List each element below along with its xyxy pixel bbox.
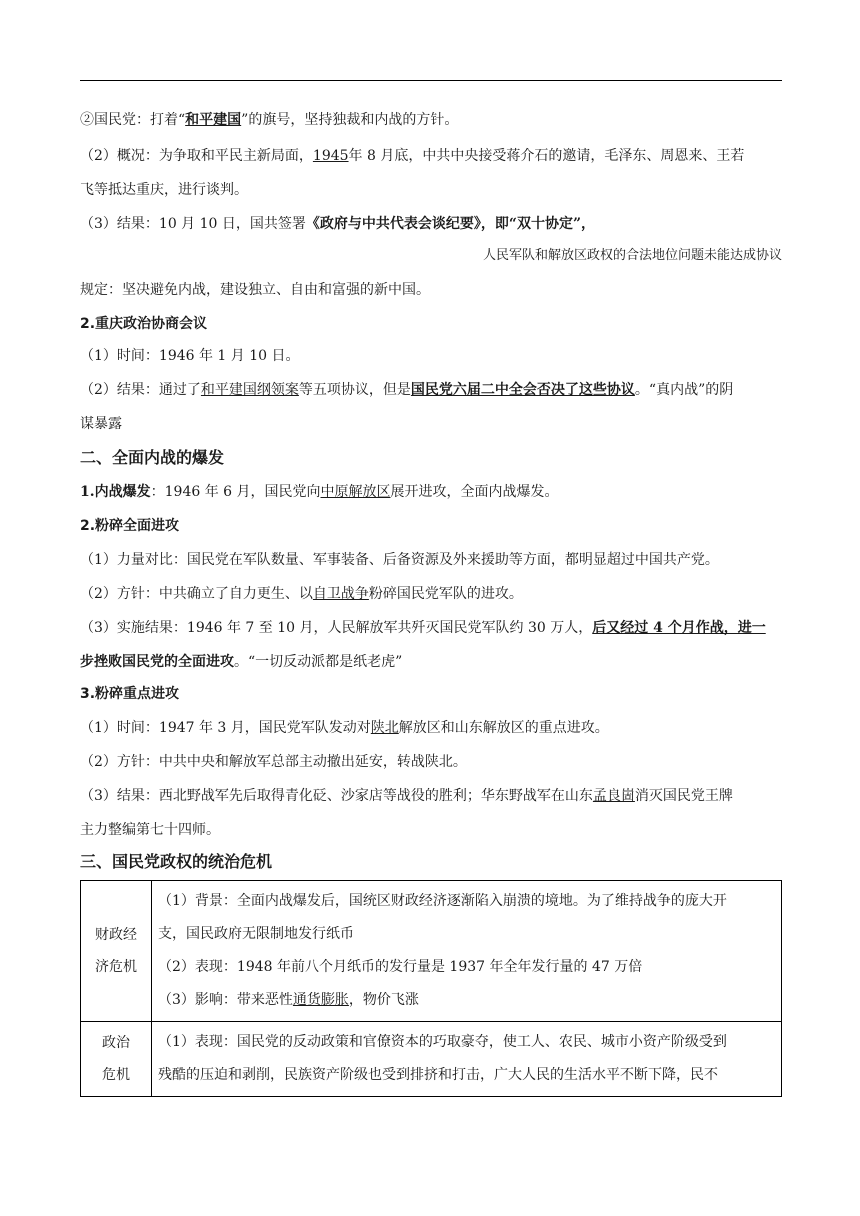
text-line: （3）实施结果：1946 年 7 至 10 月，人民解放军共歼灭国民党军队约 30 万人，后又经过 4 个月作战，进一 — [80, 620, 766, 636]
text-line: 谋暴露 — [80, 416, 122, 432]
text-line: 步挫败国民党的全面进攻。“一切反动派都是纸老虎” — [80, 654, 403, 670]
text-line: 飞等抵达重庆，进行谈判。 — [80, 182, 248, 198]
text-line: （2）结果：通过了和平建国纲领案等五项协议，但是国民党六届二中全会否决了这些协议。“真内战”的阴 — [80, 382, 734, 398]
table-row — [81, 881, 782, 1022]
table-cell: （1）表现：国民党的反动政策和官僚资本的巧取豪夺，使工人、农民、城市小资产阶级受到 残酷的压迫和剥削，民族资产阶级也受到排挤和打击，广大人民的生活水平不断下降，民不 — [152, 1022, 782, 1097]
chapter-heading: 二、全面内战的爆发 — [80, 448, 225, 467]
table-row — [81, 1022, 782, 1097]
header-rule — [80, 80, 782, 81]
table-row-header: 政治 危机 — [81, 1022, 152, 1097]
table-cell: （1）背景：全面内战爆发后，国统区财政经济逐渐陷入崩溃的境地。为了维持战争的庞大开 支，国民政府无限制地发行纸币 （2）表现：1948 年前八个月纸币的发行量是 1937 年全年发行量的 47 万倍 （3）影响：带来恶性通货膨胀，物价飞涨 — [152, 881, 782, 1022]
text-line: 1.内战爆发：1946 年 6 月，国民党向中原解放区展开进攻，全面内战爆发。 — [80, 484, 559, 500]
annotation-note: 人民军队和解放区政权的合法地位问题未能达成协议 — [482, 248, 782, 263]
text-line: （1）时间：1946 年 1 月 10 日。 — [80, 348, 300, 364]
text-line: （2）概况：为争取和平民主新局面，1945年 8 月底，中共中央接受蒋介石的邀请，毛泽东、周恩来、王若 — [80, 148, 745, 164]
text-line: （2）方针：中共中央和解放军总部主动撤出延安，转战陕北。 — [80, 754, 467, 770]
section-heading: 2.粉碎全面进攻 — [80, 518, 180, 534]
crisis-table — [80, 880, 782, 1097]
text-line: 主力整编第七十四师。 — [80, 822, 220, 838]
text-line: （1）力量对比：国民党在军队数量、军事装备、后备资源及外来援助等方面，都明显超过中国共产党。 — [80, 552, 719, 568]
text-line: （3）结果：西北野战军先后取得青化砭、沙家店等战役的胜利；华东野战军在山东孟良崮消灭国民党王牌 — [80, 788, 733, 804]
text-line: （3）结果：10 月 10 日，国共签署《政府与中共代表会谈纪要》，即“双十协定”， — [80, 216, 595, 232]
chapter-heading: 三、国民党政权的统治危机 — [80, 852, 273, 871]
text-line: （1）时间：1947 年 3 月，国民党军队发动对陕北解放区和山东解放区的重点进攻。 — [80, 720, 609, 736]
section-heading: 3.粉碎重点进攻 — [80, 686, 180, 702]
text-line: 规定：坚决避免内战，建设独立、自由和富强的新中国。 — [80, 282, 430, 298]
table-row-header: 财政经 济危机 — [81, 881, 152, 1022]
text-line: ②国民党：打着“和平建国”的旗号，坚持独裁和内战的方针。 — [80, 112, 459, 128]
section-heading: 2.重庆政治协商会议 — [80, 316, 208, 332]
text-line: （2）方针：中共确立了自力更生、以自卫战争粉碎国民党军队的进攻。 — [80, 586, 523, 602]
